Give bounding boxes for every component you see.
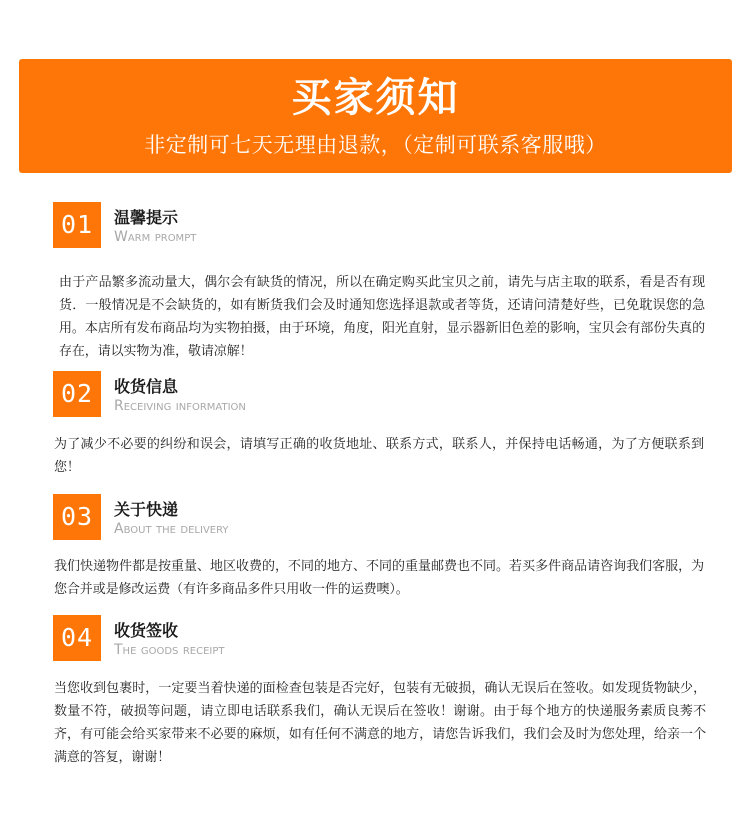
section-number-badge: 01 [53,202,101,248]
section-subtitle: The goods receipt [114,642,225,658]
section-title: 收货签收 [114,621,179,640]
section-subtitle: Receiving information [114,398,246,414]
section-header-goods-receipt [53,615,313,663]
notice-banner [19,59,732,173]
section-subtitle: About the delivery [114,521,229,537]
section-title: 温馨提示 [114,208,179,227]
section-body-goods-receipt: 当您收到包裹时，一定要当着快递的面检查包装是否完好，包装有无破损，确认无误后在签收。如发现货物缺少，数量不符，破损等问题，请立即电话联系我们，确认无误后在签收！谢谢。由于每个地方的快递服务素质良莠不齐，有可能会给买家带来不必要的麻烦，如有任何不满意的地方，请您告诉我们，我们会及时为您处理，给亲一个满意的答复，谢谢！ [54,681,706,765]
section-body-receiving-info: 为了减少不必要的纠纷和误会，请填写正确的收货地址、联系方式，联系人，并保持电话畅通，为了方便联系到您！ [54,437,704,475]
section-title: 收货信息 [114,377,179,396]
section-body-warm-prompt: 由于产品繁多流动量大，偶尔会有缺货的情况，所以在确定购买此宝贝之前，请先与店主取的联系，看是否有现货．一般情况是不会缺货的，如有断货我们会及时通知您选择退款或者等货，还请问清楚好些，已免耽误您的急用。本店所有发布商品均为实物拍摄，由于环境，角度，阳光直射，显示器新旧色差的影响，宝贝会有部份失真的存在，请以实物为准，敬请凉解！ [59,275,705,359]
section-title: 关于快递 [114,500,179,519]
banner-subtitle: 非定制可七天无理由退款，（定制可联系客服哦） [144,133,607,157]
section-number-badge: 02 [53,371,101,417]
section-number-badge: 04 [53,615,101,661]
section-subtitle: Warm prompt [114,229,197,245]
section-header-delivery [53,494,313,542]
section-header-warm-prompt [53,202,313,250]
section-body-delivery: 我们快递物件都是按重量、地区收费的，不同的地方、不同的重量邮费也不同。若买多件商品请咨询我们客服，为您合并或是修改运费（有许多商品多件只用收一件的运费噢）。 [54,559,704,597]
banner-title: 买家须知 [291,75,460,121]
section-number-badge: 03 [53,494,101,540]
section-header-receiving-info [53,371,313,419]
